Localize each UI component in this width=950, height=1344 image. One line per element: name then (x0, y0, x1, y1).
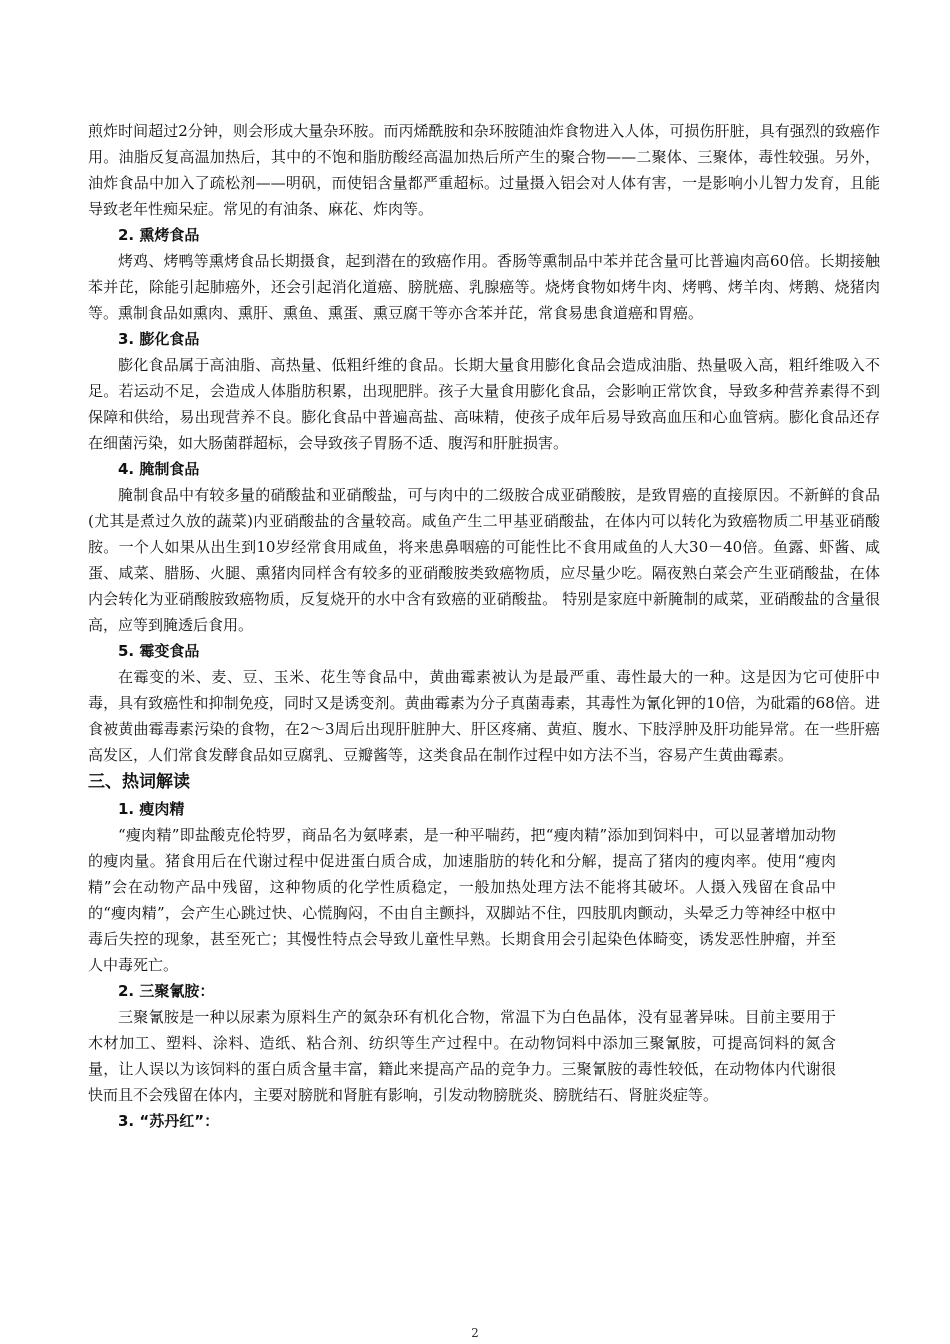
document-body (88, 118, 880, 1134)
paragraph-melamine: 三聚氰胺是一种以尿素为原料生产的氮杂环有机化合物，常温下为白色晶体，没有显著异味。目前主要用于木材加工、塑料、涂料、造纸、粘合剂、纺织等生产过程中。在动物饲料中添加三聚氰胺，可提高饲料的氮含量，让人误以为该饲料的蛋白质含量丰富，籍此来提高产品的竞争力。三聚氰胺的毒性较低，在动物体内代谢很快而且不会残留在体内，主要对膀胱和肾脏有影响，引发动物膀胱炎、膀胱结石、肾脏炎症等。 (88, 1008, 836, 1104)
paragraph-clenbuterol: “瘦肉精”即盐酸克伦特罗，商品名为氨哮素，是一种平喘药，把“瘦肉精”添加到饲料中，可以显著增加动物的瘦肉量。猪食用后在代谢过程中促进蛋白质合成，加速脂肪的转化和分解，提高了猪肉的瘦肉率。使用“瘦肉精”会在动物产品中残留，这种物质的化学性质稳定，一般加热处理方法不能将其破坏。人摄入残留在食品中的“瘦肉精”，会产生心跳过快、心慌胸闷，不由自主颤抖，双脚站不住，四肢肌肉颤动，头晕乏力等神经中枢中毒后失控的现象，甚至死亡；其慢性特点会导致儿童性早熟。长期食用会引起染色体畸变，诱发恶性肿瘤，并至人中毒死亡。 (88, 826, 836, 974)
paragraph-smoked-food: 烤鸡、烤鸭等熏烤食品长期摄食，起到潜在的致癌作用。香肠等熏制品中苯并芘含量可比普遍肉高60倍。长期接触苯并芘，除能引起肺癌外，还会引起消化道癌、膀胱癌、乳腺癌等。烧烤食物如烤牛肉、烤鸭、烤羊肉、烤鹅、烧猪肉等。熏制食品如熏肉、熏肝、熏鱼、熏蛋、熏豆腐干等亦含苯并芘，常食易患食道癌和胃癌。 (88, 252, 880, 322)
paragraph-fried-food-cont: 煎炸时间超过2分钟，则会形成大量杂环胺。而丙烯酰胺和杂环胺随油炸食物进入人体，可损伤肝脏，具有强烈的致癌作用。油脂反复高温加热后，其中的不饱和脂肪酸经高温加热后所产生的聚合物——二聚体、三聚体，毒性较强。另外，油炸食品中加入了疏松剂——明矾，而使铝含量都严重超标。过量摄入铝会对人体有害，一是影响小儿智力发育，且能导致老年性痴呆症。常见的有油条、麻花、炸肉等。 (88, 122, 880, 218)
heading-moldy-food: 5. 霉变食品 (118, 642, 200, 660)
heading-pickled-food: 4. 腌制食品 (118, 460, 200, 478)
page-number: 2 (471, 1326, 479, 1340)
heading-melamine: 2. 三聚氰胺： (118, 982, 215, 1000)
paragraph-pickled-food: 腌制食品中有较多量的硝酸盐和亚硝酸盐，可与肉中的二级胺合成亚硝酸胺，是致胃癌的直接原因。不新鲜的食品(尤其是煮过久放的蔬菜)内亚硝酸盐的含量较高。咸鱼产生二甲基亚硝酸盐，在体内可以转化为致癌物质二甲基亚硝酸胺。一个人如果从出生到10岁经常食用咸鱼，将来患鼻咽癌的可能性比不食用咸鱼的人大30－40倍。鱼露、虾酱、咸蛋、咸菜、腊肠、火腿、熏猪肉同样含有较多的亚硝酸胺类致癌物质，应尽量少吃。隔夜熟白菜会产生亚硝酸盐，在体内会转化为亚硝酸胺致癌物质，反复烧开的水中含有致癌的亚硝酸盐。 特别是家庭中新腌制的咸菜，亚硝酸盐的含量很高，应等到腌透后食用。 (88, 486, 880, 634)
heading-smoked-food: 2. 熏烤食品 (118, 226, 200, 244)
heading-clenbuterol: 1. 瘦肉精 (118, 800, 185, 818)
paragraph-moldy-food: 在霉变的米、麦、豆、玉米、花生等食品中，黄曲霉素被认为是最严重、毒性最大的一种。这是因为它可使肝中毒，具有致癌性和抑制免疫，同时又是诱变剂。黄曲霉素为分子真菌毒素，其毒性为氰化钾的10倍，为砒霜的68倍。进食被黄曲霉毒素污染的食物，在2～3周后出现肝脏肿大、肝区疼痛、黄疸、腹水、下肢浮肿及肝功能异常。在一些肝癌高发区，人们常食发酵食品如豆腐乳、豆瓣酱等，这类食品在制作过程中如方法不当，容易产生黄曲霉素。 (88, 668, 880, 764)
paragraph-puffed-food: 膨化食品属于高油脂、高热量、低粗纤维的食品。长期大量食用膨化食品会造成油脂、热量吸入高，粗纤维吸入不足。若运动不足，会造成人体脂肪积累，出现肥胖。孩子大量食用膨化食品，会影响正常饮食，导致多种营养素得不到保障和供给，易出现营养不良。膨化食品中普遍高盐、高味精，使孩子成年后易导致高血压和心血管病。膨化食品还存在细菌污染，如大肠菌群超标，会导致孩子胃肠不适、腹泻和肝脏损害。 (88, 356, 880, 452)
heading-puffed-food: 3. 膨化食品 (118, 330, 200, 348)
section-title-hot-words: 三、热词解读 (88, 772, 190, 792)
heading-sudan-red: 3. “苏丹红”： (118, 1112, 220, 1130)
